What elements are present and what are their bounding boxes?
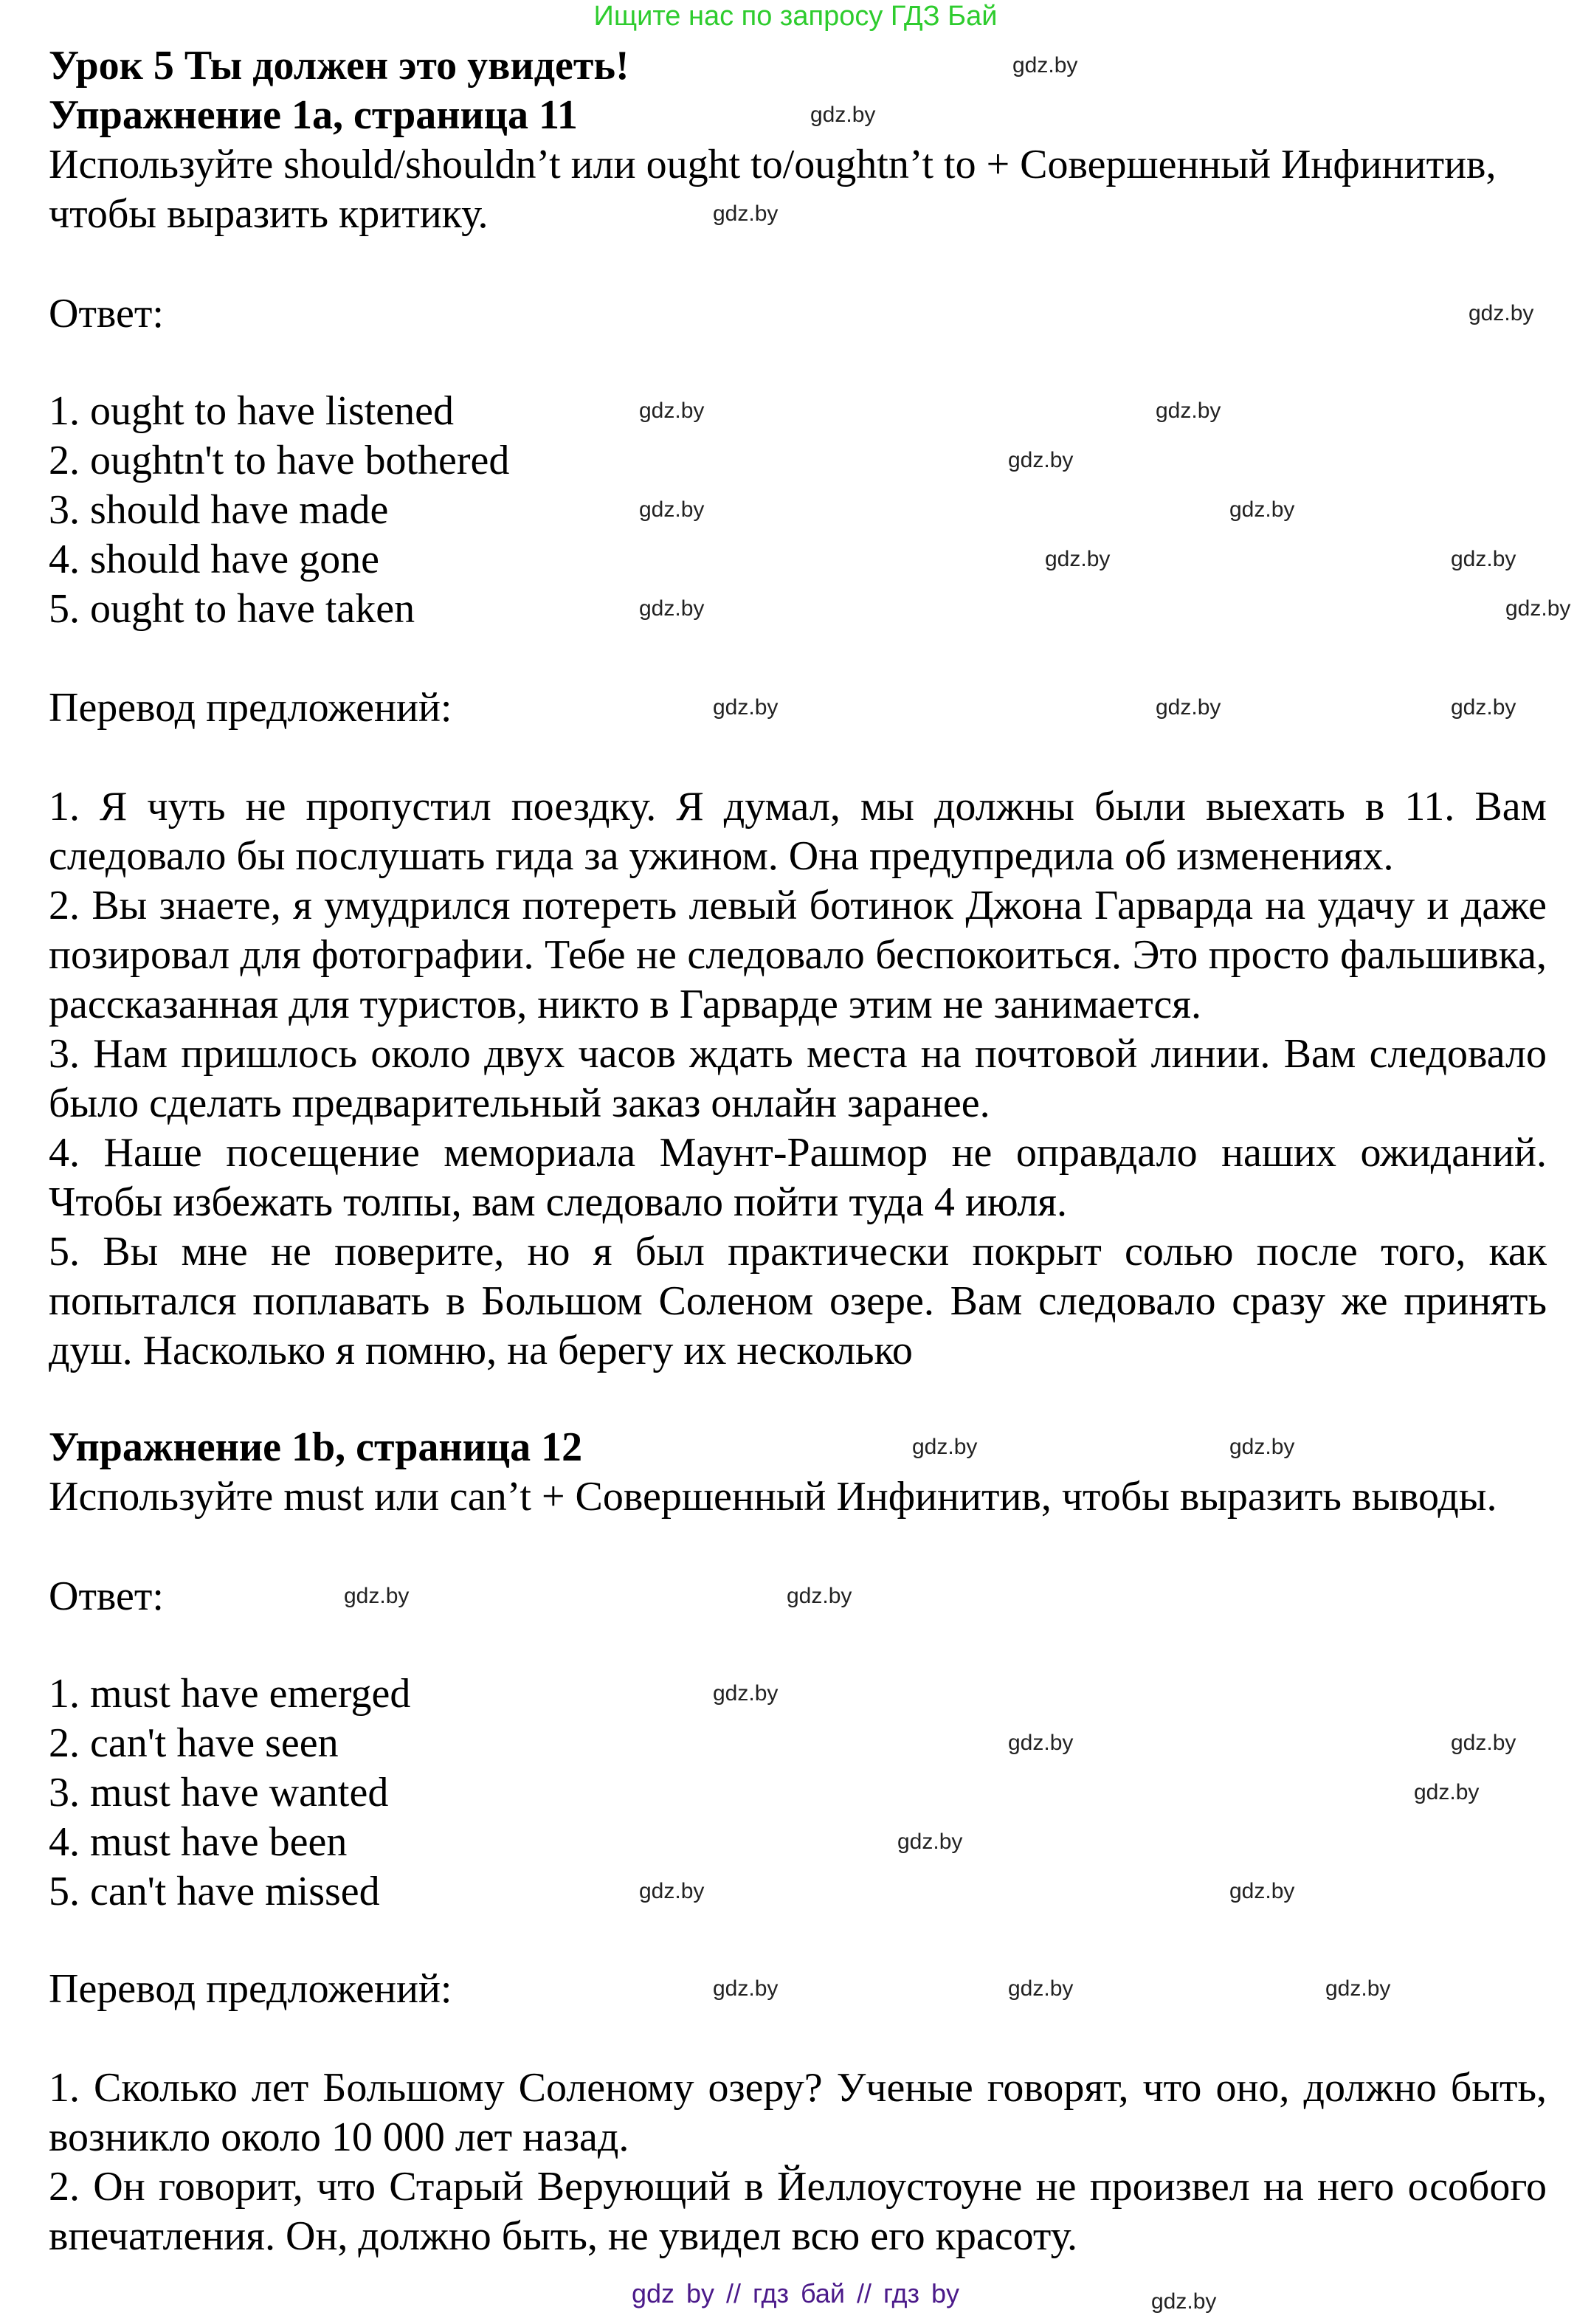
- watermark: gdz.by: [810, 103, 876, 127]
- watermark: gdz.by: [1451, 695, 1516, 720]
- watermark: gdz.by: [1008, 1731, 1074, 1755]
- answer-item: 1. ought to have listened gdz.by gdz.by: [49, 388, 1221, 434]
- watermark: gdz.by: [713, 201, 779, 226]
- watermark: gdz.by: [1229, 1435, 1295, 1459]
- translations-1a: [49, 782, 1547, 1376]
- watermark: gdz.by: [1229, 1879, 1295, 1903]
- translation-item: 2. Вы знаете, я умудрился потереть левый ботинок Джона Гарварда на удачу и даже позировал для фотографии. Тебе не следовало беспокоиться. Это просто фальшивка, рассказанная для туристов, никто в Гарварде этим не занимается.: [49, 883, 1547, 1027]
- translation-item: 1. Я чуть не пропустил поездку. Я думал, мы должны были выехать в 11. Вам следовало бы послушать гида за ужином. Она предупредила об изменениях.: [49, 784, 1547, 879]
- watermark: gdz.by: [912, 1435, 978, 1459]
- answer-item: 3. must have wanted gdz.by: [49, 1770, 1480, 1816]
- watermark: gdz.by: [787, 1584, 852, 1608]
- watermark: gdz.by: [713, 1976, 779, 2001]
- watermark: gdz.by: [639, 399, 705, 423]
- translations-1b: [49, 2063, 1547, 2261]
- translation-item: 1. Сколько лет Большому Соленому озеру? Ученые говорят, что оно, должно быть, возникло около 10 000 лет назад.: [49, 2065, 1547, 2160]
- answer-item: 2. oughtn't to have bothered gdz.by: [49, 438, 1074, 483]
- watermark: gdz.by: [1469, 301, 1534, 325]
- watermark: gdz.by: [1012, 53, 1078, 77]
- watermark: gdz.by: [1325, 1976, 1391, 2001]
- watermark: gdz.by: [897, 1830, 963, 1854]
- watermark: gdz.by: [639, 497, 705, 522]
- watermark: gdz.by: [1414, 1780, 1480, 1804]
- watermark: gdz.by: [1451, 1731, 1516, 1755]
- footer-links: gdz by // гдз бай // гдз by gdz.by: [631, 2278, 1217, 2314]
- translation-item: 4. Наше посещение мемориала Маунт-Рашмор не оправдало наших ожиданий. Чтобы избежать толпы, вам следовало пойти туда 4 июля.: [49, 1130, 1547, 1225]
- watermark: gdz.by: [1156, 695, 1221, 720]
- watermark: gdz.by: [1151, 2289, 1217, 2314]
- watermark: gdz.by: [1451, 547, 1516, 571]
- exercise-1a-instruction: Используйте should/shouldn’t или ought to/oughtn’t to + Совершенный Инфинитив,: [49, 142, 1497, 187]
- watermark: gdz.by: [639, 596, 705, 621]
- translation-label: Перевод предложений: gdz.by gdz.by gdz.by: [49, 685, 1516, 731]
- translation-item: 3. Нам пришлось около двух часов ждать места на почтовой линии. Вам следовало было сделать предварительный заказ онлайн заранее.: [49, 1031, 1547, 1126]
- answer-item: 1. must have emerged gdz.by: [49, 1671, 779, 1717]
- exercise-1b-title: Упражнение 1b, страница 12 gdz.by gdz.by: [49, 1424, 1295, 1470]
- exercise-1a-title: Упражнение 1a, страница 11 gdz.by: [49, 92, 876, 138]
- answer-item: 5. ought to have taken gdz.by gdz.by: [49, 586, 1571, 632]
- answer-item: 4. should have gone gdz.by gdz.by: [49, 537, 1516, 582]
- watermark: gdz.by: [1229, 497, 1295, 522]
- watermark: gdz.by: [1156, 399, 1221, 423]
- answer-item: 5. can't have missed gdz.by gdz.by: [49, 1869, 1295, 1914]
- watermark: gdz.by: [344, 1584, 410, 1608]
- watermark: gdz.by: [1045, 547, 1111, 571]
- search-banner: Ищите нас по запросу ГДЗ Бай: [593, 1, 998, 32]
- answer-item: 3. should have made gdz.by gdz.by: [49, 487, 1295, 533]
- watermark: gdz.by: [713, 695, 779, 720]
- watermark: gdz.by: [1008, 448, 1074, 472]
- watermark: gdz.by: [639, 1879, 705, 1903]
- translation-item: 5. Вы мне не поверите, но я был практически покрыт солью после того, как попытался поплавать в Большом Соленом озере. Вам следовало сразу же принять душ. Насколько я помню, на берегу их несколько: [49, 1229, 1547, 1373]
- exercise-1a-instruction: чтобы выразить критику. gdz.by: [49, 191, 779, 237]
- watermark: gdz.by: [713, 1681, 779, 1706]
- answer-item: 2. can't have seen gdz.by gdz.by: [49, 1720, 1516, 1766]
- lesson-title: Урок 5 Ты должен это увидеть! gdz.by: [49, 43, 1078, 89]
- translation-label: Перевод предложений: gdz.by gdz.by gdz.by: [49, 1966, 1391, 2012]
- answer-item: 4. must have been gdz.by: [49, 1819, 963, 1865]
- translation-item: 2. Он говорит, что Старый Верующий в Йеллоустоуне не произвел на него особого впечатления. Он, должно быть, не увидел всю его красоту.: [49, 2164, 1547, 2259]
- answer-label: Ответ: gdz.by: [49, 291, 1534, 337]
- watermark: gdz.by: [1505, 596, 1571, 621]
- document-body: [0, 41, 1571, 2314]
- watermark: gdz.by: [1008, 1976, 1074, 2001]
- answer-label: Ответ: gdz.by gdz.by: [49, 1573, 852, 1619]
- exercise-1b-instruction: Используйте must или can’t + Совершенный Инфинитив, чтобы выразить выводы.: [49, 1474, 1497, 1520]
